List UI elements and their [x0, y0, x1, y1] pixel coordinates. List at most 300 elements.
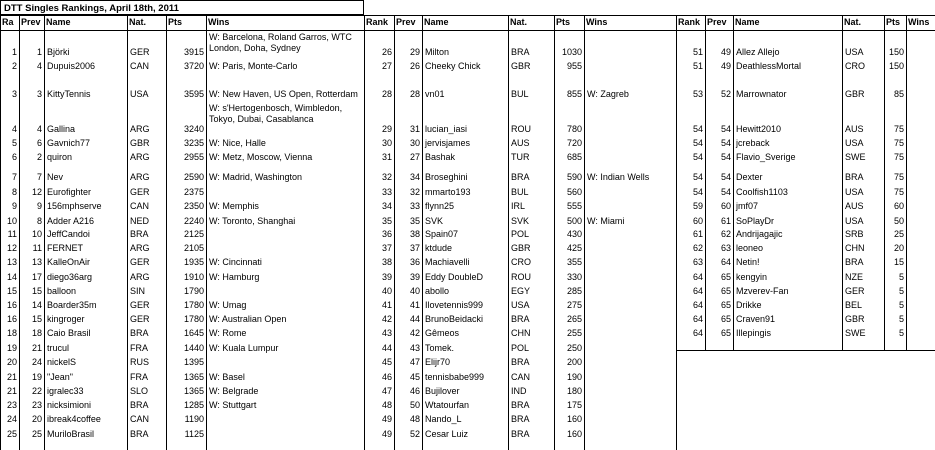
prev-cell: 52 — [409, 429, 420, 439]
name-cell: FERNET — [47, 243, 83, 253]
rank-cell: 25 — [6, 429, 17, 439]
nat-cell: CAN — [130, 414, 150, 424]
name-cell: ibreak4coffee — [47, 414, 101, 424]
pts-cell: 355 — [566, 257, 582, 267]
pts-cell: 1910 — [183, 272, 204, 282]
wins-cell: W: s'Hertogenbosch, Wimbledon, — [209, 103, 343, 113]
wins-cell: W: Memphis — [209, 201, 259, 211]
prev-cell: 54 — [720, 124, 731, 134]
prev-cell: 37 — [409, 243, 420, 253]
prev-cell: 29 — [409, 47, 420, 57]
pts-cell: 5 — [898, 328, 904, 338]
pts-cell: 500 — [566, 216, 582, 226]
pts-cell: 1645 — [183, 328, 204, 338]
wins-cell: W: Toronto, Shanghai — [209, 216, 296, 226]
prev-cell: 62 — [720, 229, 731, 239]
col1-col-line-3 — [127, 15, 128, 450]
wins-cell: Tokyo, Dubai, Casablanca — [209, 114, 314, 124]
wins-cell: W: Barcelona, Roland Garros, WTC — [209, 32, 352, 42]
prev-cell: 15 — [31, 314, 42, 324]
rank-cell: 27 — [381, 61, 392, 71]
wins-cell: W: Miami — [587, 216, 625, 226]
nat-cell: USA — [130, 89, 149, 99]
nat-cell: ARG — [130, 124, 150, 134]
pts-cell: 75 — [893, 138, 904, 148]
wins-cell: W: Nice, Halle — [209, 138, 266, 148]
name-cell: kingroger — [47, 314, 85, 324]
prev-cell: 42 — [409, 328, 420, 338]
name-cell: Dexter — [736, 172, 763, 182]
wins-cell: W: Basel — [209, 372, 245, 382]
prev-cell: 28 — [409, 89, 420, 99]
name-cell: kengyin — [736, 272, 768, 282]
pts-cell: 275 — [566, 300, 582, 310]
prev-cell: 14 — [31, 300, 42, 310]
prev-cell: 27 — [409, 152, 420, 162]
name-cell: leoneo — [736, 243, 764, 253]
col1-col-line-5 — [206, 15, 207, 450]
nat-cell: BRA — [130, 429, 149, 439]
rank-cell: 54 — [692, 124, 703, 134]
prev-cell: 52 — [720, 89, 731, 99]
pts-cell: 3720 — [183, 61, 204, 71]
pts-cell: 2240 — [183, 216, 204, 226]
name-cell: nickelS — [47, 357, 77, 367]
name-cell: Drikke — [736, 300, 762, 310]
nat-cell: SLO — [130, 386, 149, 396]
nat-cell: CRO — [511, 257, 531, 267]
name-cell: MuriloBrasil — [47, 429, 95, 439]
prev-cell: 48 — [409, 414, 420, 424]
prev-cell: 43 — [409, 343, 420, 353]
pts-cell: 255 — [566, 328, 582, 338]
name-cell: trucul — [47, 343, 70, 353]
rank-cell: 18 — [6, 328, 17, 338]
prev-cell: 7 — [36, 172, 42, 182]
nat-cell: CHN — [845, 243, 865, 253]
pts-cell: 75 — [893, 172, 904, 182]
col3-nat-header: Nat. — [844, 17, 862, 27]
prev-cell: 17 — [31, 272, 42, 282]
pts-cell: 85 — [893, 89, 904, 99]
name-cell: tennisbabe999 — [425, 372, 485, 382]
prev-cell: 3 — [36, 89, 42, 99]
nat-cell: CHN — [511, 328, 531, 338]
rank-cell: 2 — [11, 61, 17, 71]
rank-cell: 20 — [6, 357, 17, 367]
name-cell: Dupuis2006 — [47, 61, 96, 71]
name-cell: Allez Allejo — [736, 47, 780, 57]
rank-cell: 36 — [381, 229, 392, 239]
name-cell: Craven91 — [736, 314, 776, 324]
rank-cell: 49 — [381, 429, 392, 439]
prev-cell: 30 — [409, 138, 420, 148]
name-cell: Gêmeos — [425, 328, 460, 338]
nat-cell: ARG — [130, 272, 150, 282]
rank-cell: 15 — [6, 286, 17, 296]
rank-cell: 48 — [381, 400, 392, 410]
prev-cell: 65 — [720, 314, 731, 324]
col3-name-header: Name — [735, 17, 760, 27]
rank-cell: 7 — [11, 172, 17, 182]
wins-cell: W: Rome — [209, 328, 247, 338]
prev-cell: 22 — [31, 386, 42, 396]
rank-cell: 16 — [6, 314, 17, 324]
col3-rank-header: Rank — [678, 17, 701, 27]
rank-cell: 46 — [381, 372, 392, 382]
nat-cell: BUL — [511, 187, 529, 197]
rank-cell: 21 — [6, 372, 17, 382]
pts-cell: 2375 — [183, 187, 204, 197]
pts-cell: 430 — [566, 229, 582, 239]
rank-cell: 49 — [381, 414, 392, 424]
pts-cell: 5 — [898, 314, 904, 324]
rank-cell: 61 — [692, 229, 703, 239]
col1-nat-header: Nat. — [129, 17, 147, 27]
wins-cell: W: Belgrade — [209, 386, 259, 396]
rank-cell: 5 — [11, 138, 17, 148]
nat-cell: GBR — [845, 89, 865, 99]
col3-col-line-5 — [906, 15, 907, 350]
col3-col-line-2 — [733, 15, 734, 350]
rank-cell: 19 — [6, 343, 17, 353]
prev-cell: 64 — [720, 257, 731, 267]
rank-cell: 3 — [11, 89, 17, 99]
prev-cell: 41 — [409, 300, 420, 310]
nat-cell: GER — [130, 47, 150, 57]
nat-cell: GBR — [845, 314, 865, 324]
rank-cell: 53 — [692, 89, 703, 99]
name-cell: Gavnich77 — [47, 138, 91, 148]
prev-cell: 45 — [409, 372, 420, 382]
col1-pts-header: Pts — [168, 17, 183, 27]
nat-cell: BRA — [511, 400, 530, 410]
nat-cell: BRA — [130, 400, 149, 410]
prev-cell: 49 — [720, 61, 731, 71]
name-cell: abollo — [425, 286, 450, 296]
rank-cell: 38 — [381, 257, 392, 267]
nat-cell: NED — [130, 216, 150, 226]
prev-cell: 10 — [31, 229, 42, 239]
nat-cell: GER — [130, 314, 150, 324]
col2-header-top-line — [364, 15, 676, 16]
prev-cell: 38 — [409, 229, 420, 239]
rank-cell: 44 — [381, 343, 392, 353]
nat-cell: BUL — [511, 89, 529, 99]
nat-cell: BRA — [130, 229, 149, 239]
rank-cell: 10 — [6, 216, 17, 226]
nat-cell: GER — [130, 187, 150, 197]
prev-cell: 65 — [720, 300, 731, 310]
prev-cell: 31 — [409, 124, 420, 134]
nat-cell: USA — [511, 300, 530, 310]
col3-header-bottom-line — [676, 30, 935, 31]
pts-cell: 160 — [566, 414, 582, 424]
rank-cell: 28 — [381, 89, 392, 99]
pts-cell: 5 — [898, 272, 904, 282]
pts-cell: 3595 — [183, 89, 204, 99]
pts-cell: 15 — [893, 257, 904, 267]
nat-cell: AUS — [511, 138, 530, 148]
wins-cell: W: Umag — [209, 300, 247, 310]
col1-col-line-2 — [44, 15, 45, 450]
name-cell: Cheeky Chick — [425, 61, 481, 71]
prev-cell: 20 — [31, 414, 42, 424]
pts-cell: 1440 — [183, 343, 204, 353]
rank-cell: 62 — [692, 243, 703, 253]
pts-cell: 2350 — [183, 201, 204, 211]
rank-cell: 43 — [381, 328, 392, 338]
pts-cell: 75 — [893, 187, 904, 197]
pts-cell: 1190 — [184, 414, 204, 424]
rank-cell: 64 — [692, 286, 703, 296]
col2-rank-header: Rank — [366, 17, 389, 27]
name-cell: Spain07 — [425, 229, 459, 239]
col3-header-top-line — [676, 15, 935, 16]
prev-cell: 12 — [31, 187, 42, 197]
name-cell: Ilovetennis999 — [425, 300, 484, 310]
name-cell: KalleOnAir — [47, 257, 91, 267]
prev-cell: 34 — [409, 172, 420, 182]
wins-cell: W: Stuttgart — [209, 400, 257, 410]
col3-bottom-line — [676, 350, 935, 351]
nat-cell: CAN — [511, 372, 531, 382]
prev-cell: 63 — [720, 243, 731, 253]
nat-cell: CAN — [130, 201, 150, 211]
prev-cell: 40 — [409, 286, 420, 296]
rank-cell: 59 — [692, 201, 703, 211]
rank-cell: 54 — [692, 138, 703, 148]
pts-cell: 190 — [566, 372, 582, 382]
nat-cell: BEL — [845, 300, 863, 310]
prev-cell: 6 — [36, 138, 42, 148]
name-cell: Caio Brasil — [47, 328, 91, 338]
prev-cell: 11 — [32, 243, 42, 253]
prev-cell: 18 — [31, 328, 42, 338]
pts-cell: 1030 — [561, 47, 582, 57]
prev-cell: 44 — [409, 314, 420, 324]
name-cell: Machiavelli — [425, 257, 470, 267]
wins-cell: W: Australian Open — [209, 314, 287, 324]
wins-cell: W: Madrid, Washington — [209, 172, 303, 182]
nat-cell: ROU — [511, 124, 531, 134]
rank-cell: 21 — [6, 386, 17, 396]
col1-wins-header: Wins — [208, 17, 230, 27]
rank-cell: 14 — [6, 272, 17, 282]
pts-cell: 3235 — [183, 138, 204, 148]
nat-cell: FRA — [130, 343, 148, 353]
rank-cell: 51 — [692, 61, 703, 71]
prev-cell: 54 — [720, 138, 731, 148]
col2-pts-header: Pts — [556, 17, 571, 27]
nat-cell: SWE — [845, 328, 866, 338]
nat-cell: GER — [130, 257, 150, 267]
nat-cell: IND — [511, 386, 527, 396]
name-cell: Nando_L — [425, 414, 462, 424]
pts-cell: 5 — [898, 286, 904, 296]
pts-cell: 330 — [566, 272, 582, 282]
prev-cell: 33 — [409, 201, 420, 211]
nat-cell: BRA — [511, 414, 530, 424]
prev-cell: 39 — [409, 272, 420, 282]
nat-cell: BRA — [511, 172, 530, 182]
rank-cell: 23 — [6, 400, 17, 410]
name-cell: Gallina — [47, 124, 76, 134]
col2-name-header: Name — [424, 17, 449, 27]
title-box — [0, 0, 364, 15]
pts-cell: 1125 — [184, 429, 204, 439]
pts-cell: 685 — [566, 152, 582, 162]
nat-cell: USA — [845, 138, 864, 148]
pts-cell: 1935 — [183, 257, 204, 267]
name-cell: Hewitt2010 — [736, 124, 782, 134]
pts-cell: 1365 — [183, 386, 204, 396]
prev-cell: 60 — [720, 201, 731, 211]
pts-cell: 590 — [566, 172, 582, 182]
wins-cell: W: Kuala Lumpur — [209, 343, 279, 353]
name-cell: KittyTennis — [47, 89, 91, 99]
col2-col-line-3 — [508, 15, 509, 450]
nat-cell: BRA — [130, 328, 149, 338]
wins-cell: W: Metz, Moscow, Vienna — [209, 152, 313, 162]
nat-cell: USA — [845, 47, 864, 57]
pts-cell: 1285 — [183, 400, 204, 410]
prev-cell: 1 — [36, 47, 42, 57]
nat-cell: BRA — [511, 429, 530, 439]
pts-cell: 3915 — [183, 47, 204, 57]
name-cell: SVK — [425, 216, 444, 226]
name-cell: Bujilover — [425, 386, 460, 396]
wins-cell: London, Doha, Sydney — [209, 43, 301, 53]
col2-nat-header: Nat. — [510, 17, 528, 27]
nat-cell: POL — [511, 229, 530, 239]
col3-col-line-3 — [842, 15, 843, 350]
col3-pts-header: Pts — [886, 17, 901, 27]
name-cell: Eddy DoubleD — [425, 272, 484, 282]
rank-cell: 32 — [381, 172, 392, 182]
pts-cell: 20 — [893, 243, 904, 253]
pts-cell: 720 — [566, 138, 582, 148]
rank-cell: 1 — [11, 47, 17, 57]
col1-rank-header: Ra — [2, 17, 14, 27]
name-cell: Boarder35m — [47, 300, 97, 310]
rank-cell: 54 — [692, 152, 703, 162]
name-cell: mmarto193 — [425, 187, 471, 197]
rank-cell: 64 — [692, 300, 703, 310]
rank-cell: 29 — [381, 124, 392, 134]
name-cell: Nev — [47, 172, 64, 182]
prev-cell: 32 — [409, 187, 420, 197]
pts-cell: 50 — [893, 216, 904, 226]
pts-cell: 2105 — [183, 243, 204, 253]
nat-cell: SWE — [845, 152, 866, 162]
nat-cell: EGY — [511, 286, 531, 296]
name-cell: Andrijagajic — [736, 229, 783, 239]
rank-cell: 63 — [692, 257, 703, 267]
pts-cell: 285 — [566, 286, 582, 296]
nat-cell: ROU — [511, 272, 531, 282]
prev-cell: 54 — [720, 187, 731, 197]
pts-cell: 1790 — [183, 286, 204, 296]
pts-cell: 25 — [893, 229, 904, 239]
prev-cell: 49 — [720, 47, 731, 57]
col2-header-bottom-line — [364, 30, 676, 31]
wins-cell: W: New Haven, US Open, Rotterdam — [209, 89, 358, 99]
prev-cell: 47 — [409, 357, 420, 367]
pts-cell: 1780 — [183, 314, 204, 324]
prev-cell: 25 — [31, 429, 42, 439]
nat-cell: ARG — [130, 172, 150, 182]
nat-cell: BRA — [511, 47, 530, 57]
rank-cell: 54 — [692, 172, 703, 182]
rank-cell: 12 — [6, 243, 17, 253]
rank-cell: 64 — [692, 314, 703, 324]
col2-col-line-2 — [422, 15, 423, 450]
prev-cell: 36 — [409, 257, 420, 267]
name-cell: Netin! — [736, 257, 760, 267]
wins-cell: W: Cincinnati — [209, 257, 262, 267]
pts-cell: 5 — [898, 300, 904, 310]
rank-cell: 60 — [692, 216, 703, 226]
name-cell: balloon — [47, 286, 77, 296]
rank-cell: 9 — [11, 201, 17, 211]
name-cell: vn01 — [425, 89, 445, 99]
pts-cell: 425 — [566, 243, 582, 253]
col2-col-line-5 — [584, 15, 585, 450]
nat-cell: USA — [845, 216, 864, 226]
pts-cell: 555 — [566, 201, 582, 211]
name-cell: Broseghini — [425, 172, 468, 182]
name-cell: ktdude — [425, 243, 453, 253]
rank-cell: 35 — [381, 216, 392, 226]
pts-cell: 150 — [888, 61, 904, 71]
pts-cell: 955 — [566, 61, 582, 71]
wins-cell: W: Hamburg — [209, 272, 260, 282]
pts-cell: 3240 — [183, 124, 204, 134]
wins-cell: W: Paris, Monte-Carlo — [209, 61, 298, 71]
nat-cell: AUS — [845, 201, 864, 211]
name-cell: diego36arg — [47, 272, 93, 282]
nat-cell: GBR — [511, 243, 531, 253]
pts-cell: 780 — [566, 124, 582, 134]
nat-cell: BRA — [511, 357, 530, 367]
prev-cell: 8 — [36, 216, 42, 226]
rank-cell: 33 — [381, 187, 392, 197]
rank-cell: 54 — [692, 187, 703, 197]
nat-cell: BRA — [845, 172, 864, 182]
col3-wins-header: Wins — [908, 17, 930, 27]
wins-cell: W: Indian Wells — [587, 172, 650, 182]
nat-cell: FRA — [130, 372, 148, 382]
col1-header-bottom-line — [0, 30, 364, 31]
name-cell: lucian_iasi — [425, 124, 468, 134]
rank-cell: 8 — [11, 187, 17, 197]
prev-cell: 19 — [31, 372, 42, 382]
prev-cell: 35 — [409, 216, 420, 226]
name-cell: igralec33 — [47, 386, 84, 396]
name-cell: nicksimioni — [47, 400, 92, 410]
nat-cell: GER — [130, 300, 150, 310]
name-cell: Mzverev-Fan — [736, 286, 789, 296]
col2-prev-header: Prev — [396, 17, 416, 27]
rank-cell: 24 — [6, 414, 17, 424]
name-cell: DeathlessMortal — [736, 61, 802, 71]
rank-cell: 42 — [381, 314, 392, 324]
name-cell: Flavio_Sverige — [736, 152, 796, 162]
pts-cell: 160 — [566, 429, 582, 439]
rank-cell: 13 — [6, 257, 17, 267]
rank-cell: 4 — [11, 124, 17, 134]
